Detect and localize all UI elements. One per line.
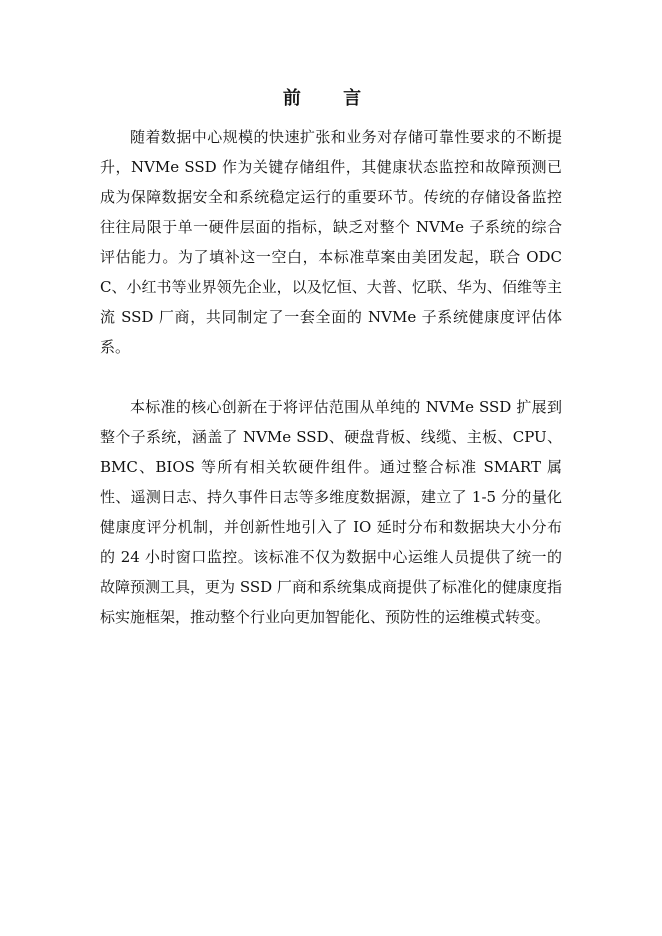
paragraph-innovation: 本标准的核心创新在于将评估范围从单纯的 NVMe SSD 扩展到整个子系统，涵盖了 NVMe SSD、硬盘背板、线缆、主板、CPU、BMC、BIOS 等所有相关软硬件组件。通过整合标准 SMART 属性、遥测日志、持久事件日志等多维度数据源，建立了 1-5 分的量化健康度评分机制，并创新性地引入了 IO 延时分布和数据块大小分布的 24 小时窗口监控。该标准不仅为数据中心运维人员提供了统一的故障预测工具，更为 SSD 厂商和系统集成商提供了标准化的健康度指标实施框架，推动整个行业向更加智能化、预防性的运维模式转变。 xyxy=(100,397,562,626)
paragraph-background: 随着数据中心规模的快速扩张和业务对存储可靠性要求的不断提升，NVMe SSD 作为关键存储组件，其健康状态监控和故障预测已成为保障数据安全和系统稳定运行的重要环节。传统的存储设备监控往往局限于单一硬件层面的指标，缺乏对整个 NVMe 子系统的综合评估能力。为了填补这一空白，本标准草案由美团发起，联合 ODCC、小红书等业界领先企业，以及忆恒、大普、忆联、华为、佰维等主流 SSD 厂商，共同制定了一套全面的 NVMe 子系统健康度评估体系。 xyxy=(100,127,562,356)
page-title: 前 言 xyxy=(282,88,380,109)
